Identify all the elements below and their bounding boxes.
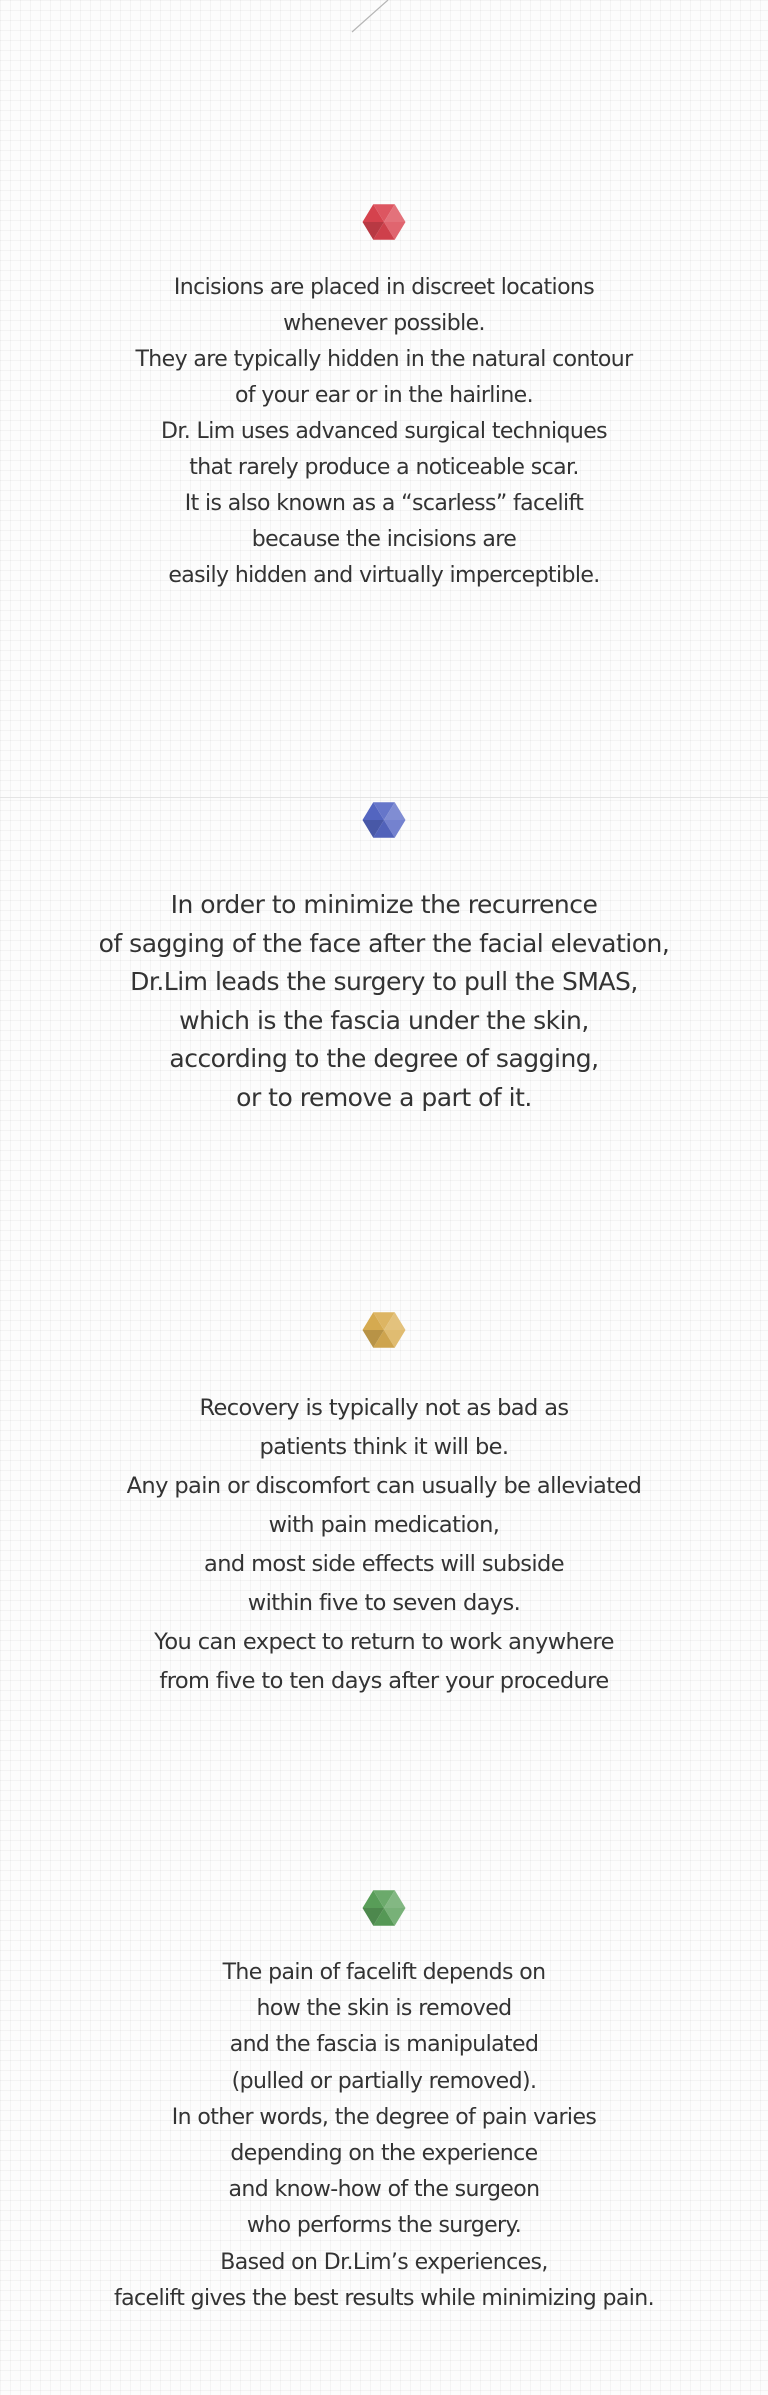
text-line: of your ear or in the hairline.: [234, 383, 534, 408]
decorative-line: [350, 0, 390, 34]
text-line: depending on the experience: [230, 2141, 538, 2167]
text-line: In order to minimize the recurrence: [170, 890, 598, 919]
text-line: easily hidden and virtually imperceptible.: [168, 563, 600, 588]
text-line: (pulled or partially removed).: [231, 2068, 537, 2094]
text-line: Dr.Lim leads the surgery to pull the SMAS,: [130, 967, 638, 996]
text-line: and know-how of the surgeon: [228, 2177, 540, 2203]
text-line: The pain of facelift depends on: [222, 1960, 546, 1985]
section-pain: [0, 1887, 768, 2317]
text-line: that rarely produce a noticeable scar.: [189, 455, 579, 480]
text-line: of sagging of the face after the facial elevation,: [98, 928, 670, 958]
section-incisions: [0, 201, 768, 594]
text-line: who performs the surgery.: [246, 2213, 522, 2239]
text-line: according to the degree of sagging,: [169, 1044, 599, 1073]
text-line: which is the fascia under the skin,: [179, 1005, 589, 1035]
text-line: patients think it will be.: [259, 1434, 509, 1460]
text-line: and most side effects will subside: [204, 1551, 564, 1577]
text-line: Dr. Lim uses advanced surgical techniques: [160, 419, 607, 444]
text-line: from five to ten days after your procedure: [159, 1668, 609, 1694]
text-line: within five to seven days.: [247, 1590, 521, 1616]
section-text: [0, 270, 768, 594]
text-line: Based on Dr.Lim’s experiences,: [220, 2249, 548, 2275]
text-line: Recovery is typically not as bad as: [199, 1395, 569, 1421]
hexagon-icon: [361, 1887, 407, 1929]
text-line: because the incisions are: [251, 527, 517, 552]
text-line: Incisions are placed in discreet locations: [173, 275, 595, 300]
section-text: [0, 1955, 768, 2317]
text-line: and the fascia is manipulated: [229, 2032, 539, 2058]
section-smas: [0, 799, 768, 1117]
text-line: or to remove a part of it.: [236, 1082, 532, 1112]
text-line: how the skin is removed: [256, 1996, 512, 2022]
section-text: [0, 1389, 768, 1701]
text-line: They are typically hidden in the natural contour: [135, 347, 633, 372]
text-line: whenever possible.: [283, 311, 485, 336]
section-divider: [0, 797, 768, 798]
hexagon-icon: [361, 1309, 407, 1351]
text-line: You can expect to return to work anywhere: [154, 1629, 614, 1655]
text-line: It is also known as a “scarless” facelift: [184, 491, 584, 516]
hexagon-icon: [361, 799, 407, 841]
hexagon-icon: [361, 201, 407, 243]
text-line: Any pain or discomfort can usually be alleviated: [126, 1473, 642, 1499]
text-line: In other words, the degree of pain varies: [171, 2104, 597, 2130]
section-text: [0, 886, 768, 1117]
section-recovery: [0, 1309, 768, 1701]
text-line: facelift gives the best results while minimizing pain.: [113, 2285, 654, 2311]
text-line: with pain medication,: [268, 1512, 500, 1538]
